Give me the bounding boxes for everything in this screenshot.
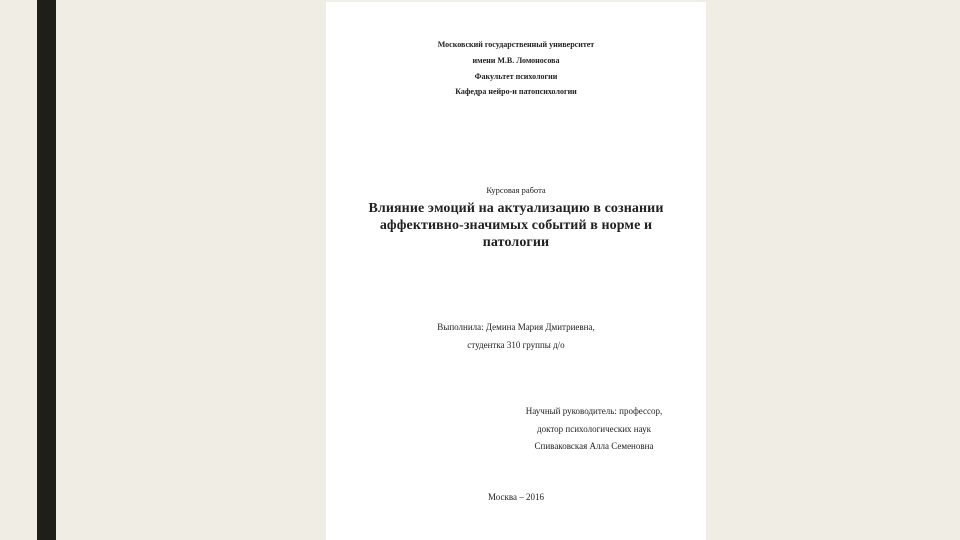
title-line-3: патологии (482, 235, 550, 250)
header-department: Кафедра нейро-и патопсихологии (455, 87, 577, 96)
header-faculty: Факультет психологии (474, 72, 558, 81)
supervisor-line-3: Спиваковская Алла Семеновна (534, 441, 654, 451)
supervisor-line-1: Научный руководитель: профессор, (525, 406, 663, 416)
header-named-after: имени М.В. Ломоносова (472, 56, 560, 65)
supervisor-line-2: доктор психологических наук (537, 424, 651, 434)
author-line: Выполнила: Демина Мария Дмитриевна, (437, 322, 595, 332)
title-line-1: Влияние эмоций на актуализацию в сознании (368, 201, 664, 216)
work-type: Курсовая работа (486, 185, 546, 195)
document-page (326, 2, 706, 540)
left-accent-bar (37, 0, 56, 540)
header-university: Московский государственный университет (437, 40, 595, 49)
title-line-2: аффективно-значимых событий в норме и (379, 218, 653, 233)
footer-city-year: Москва – 2016 (488, 492, 544, 502)
group-line: студентка 310 группы д/о (467, 340, 565, 350)
